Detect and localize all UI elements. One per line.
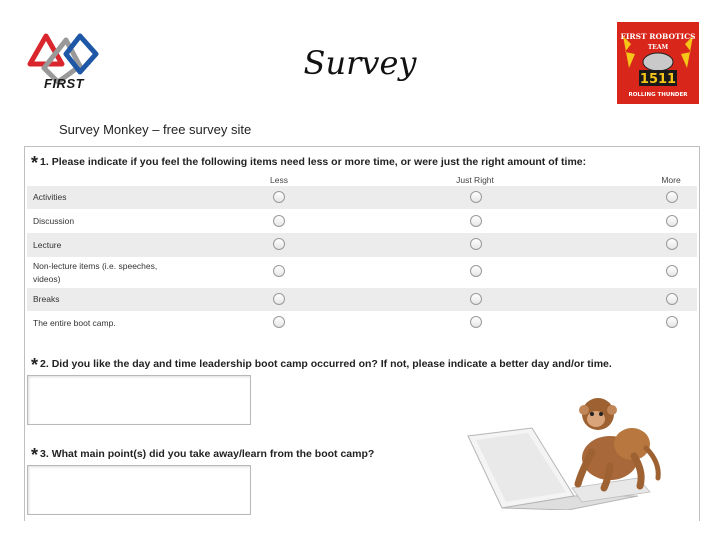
radio-more[interactable] [666,293,678,305]
required-star-icon: * [31,355,39,375]
row-label: Discussion [33,216,75,226]
radio-more[interactable] [666,191,678,203]
question-2-title: * 2. Did you like the day and time leadership boot camp occurred on? If not, please indicate a better day and/or time. [31,355,612,375]
svg-text:1511: 1511 [639,72,677,87]
svg-text:ROLLING THUNDER: ROLLING THUNDER [628,92,688,98]
radio-less[interactable] [273,238,285,250]
svg-text:FIRST ROBOTICS: FIRST ROBOTICS [620,32,696,41]
radio-more[interactable] [666,215,678,227]
matrix-row [27,288,697,311]
radio-less[interactable] [273,316,285,328]
row-label: Breaks [33,294,60,304]
monkey-laptop-image [462,392,682,510]
matrix-row [27,257,697,288]
column-header-less: Less [270,175,288,185]
radio-just-right[interactable] [470,191,482,203]
matrix-row [27,209,697,233]
question-1-title: * 1. Please indicate if you feel the following items need less or more time, or were just the right amount of time: [31,153,587,173]
required-star-icon: * [31,445,39,465]
radio-just-right[interactable] [470,316,482,328]
matrix-row [27,233,697,257]
matrix-row [27,186,697,209]
question-3-title: * 3. What main point(s) did you take away/learn from the boot camp? [31,445,375,465]
team-1511-logo [617,22,699,104]
radio-less[interactable] [273,265,285,277]
column-header-more: More [661,175,681,185]
radio-more[interactable] [666,316,678,328]
radio-less[interactable] [273,215,285,227]
svg-text:TEAM: TEAM [647,44,669,51]
radio-more[interactable] [666,265,678,277]
radio-less[interactable] [273,293,285,305]
row-label: The entire boot camp. [33,318,116,328]
question-2-answer-textarea[interactable] [27,375,251,425]
subtitle: Survey Monkey – free survey site [59,122,252,137]
matrix-row [27,311,697,335]
radio-just-right[interactable] [470,265,482,277]
row-label: Lecture [33,240,62,250]
radio-just-right[interactable] [470,215,482,227]
radio-just-right[interactable] [470,293,482,305]
question-3-answer-textarea[interactable] [27,465,251,515]
row-label: Activities [33,192,67,202]
radio-less[interactable] [273,191,285,203]
slide-title: Survey [303,44,417,82]
column-header-just-right: Just Right [456,175,494,185]
row-label: Non-lecture items (i.e. speeches, videos) [33,261,158,284]
first-logo-word: FIRST [44,76,85,91]
radio-just-right[interactable] [470,238,482,250]
radio-more[interactable] [666,238,678,250]
required-star-icon: * [31,153,39,173]
